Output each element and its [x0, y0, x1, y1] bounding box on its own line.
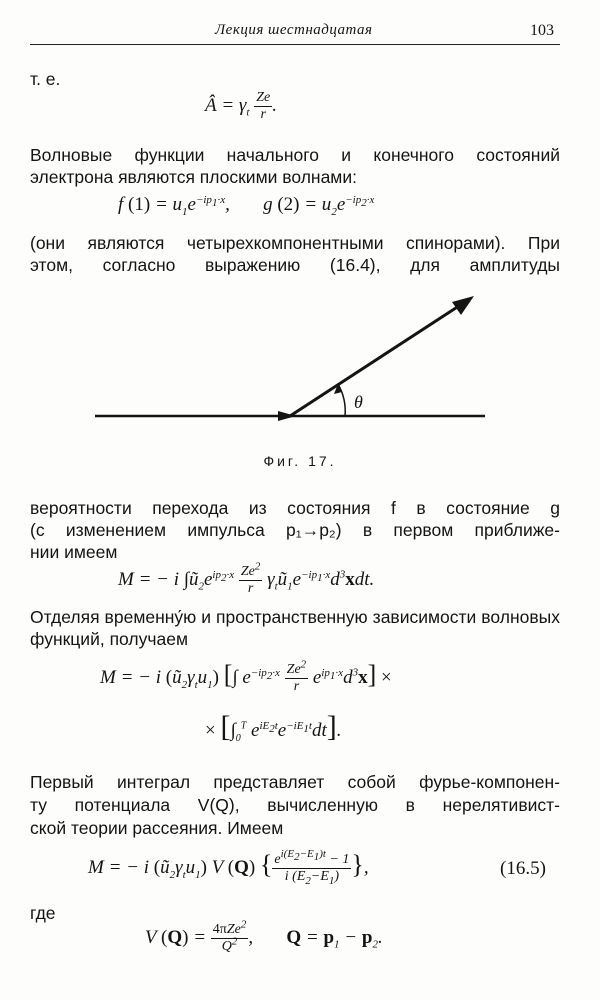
equation-m-separated-line1: M = − i $(ũ_2\gamma_tu_1)$ [∫ $e^{-ip_2\cdot x}$ $\frac{Ze^2}{r}$ $e^{ip_1\cdot x}d^3x$] ×	[100, 658, 392, 695]
text-gde: где	[30, 903, 56, 923]
paragraph-first-integral-line3: ской теории рассеяния. Имеем	[30, 818, 284, 838]
equation-m-separated-line2: × [$\int_0^T$ $e^{iE_2t}e^{-iE_1t}dt$].	[205, 710, 342, 744]
paragraph-first-integral-line2: ту потенциала V(Q), вычисленную в нерелятивист-	[30, 795, 560, 815]
text-t-e: т. е.	[30, 69, 61, 89]
equation-v-of-q: V (Q) = $\frac{4\pi Ze^2}{Q^2}$ , $Q = p_1 - p_2$.	[145, 918, 383, 954]
equation-amplitude-m: M = − i $\int ũ_2e^{ip_2\cdot x}$ $\frac{Ze^2}{r}$ $\gamma_tũ_1e^{-ip_1\cdot x}d^3xdt$.	[118, 560, 375, 596]
equation-number-16-5: (16.5)	[500, 858, 546, 879]
scattered-line	[290, 302, 465, 416]
running-header-title: Лекция шестнадцатая	[215, 22, 373, 38]
figure-caption: Фиг. 17.	[263, 453, 337, 469]
paragraph-spinors-line1: (они являются четырехкомпонентными спинорами). При	[30, 233, 560, 253]
page-number: 103	[530, 22, 554, 39]
header-rule	[30, 44, 560, 45]
angle-label: θ	[354, 392, 363, 412]
figure-17-diagram	[0, 280, 600, 450]
paragraph-spinors-line2: этом, согласно выражению (16.4), для амплитуды	[30, 255, 560, 275]
scattered-arrowhead	[452, 296, 474, 315]
paragraph-wave-functions: Волновые функции начального и конечного состояний электрона являются плоскими волнами:	[30, 145, 560, 187]
paragraph-first-integral-line1: Первый интеграл представляет собой фурье-компонен-	[30, 772, 560, 792]
paragraph-transition-line1: вероятности перехода из состояния f в состояние g	[30, 498, 560, 518]
equation-a-hat: Â = $\gamma_t$ $\frac{Ze}{r}$ .	[205, 90, 277, 122]
equation-plane-waves: f $(1) = u_1e^{-ip_1\cdot x}$, g $(2) = u_2e^{-ip_2\cdot x}$	[118, 193, 375, 218]
paragraph-transition-line2: (с изменением импульса p₁→p₂) в первом приближе-	[30, 520, 560, 540]
paragraph-separating: Отделяя временну́ю и пространственную зависимости волновых функций, получаем	[30, 607, 560, 649]
equation-16-5: M = − i $(ũ_2\gamma_tu_1)$ V (Q) { $\frac{e^{i(E_2-E_1)t} - 1}{i (E_2-E_1)}$ },	[88, 848, 369, 887]
paragraph-transition-line3: нии имеем	[30, 542, 118, 562]
